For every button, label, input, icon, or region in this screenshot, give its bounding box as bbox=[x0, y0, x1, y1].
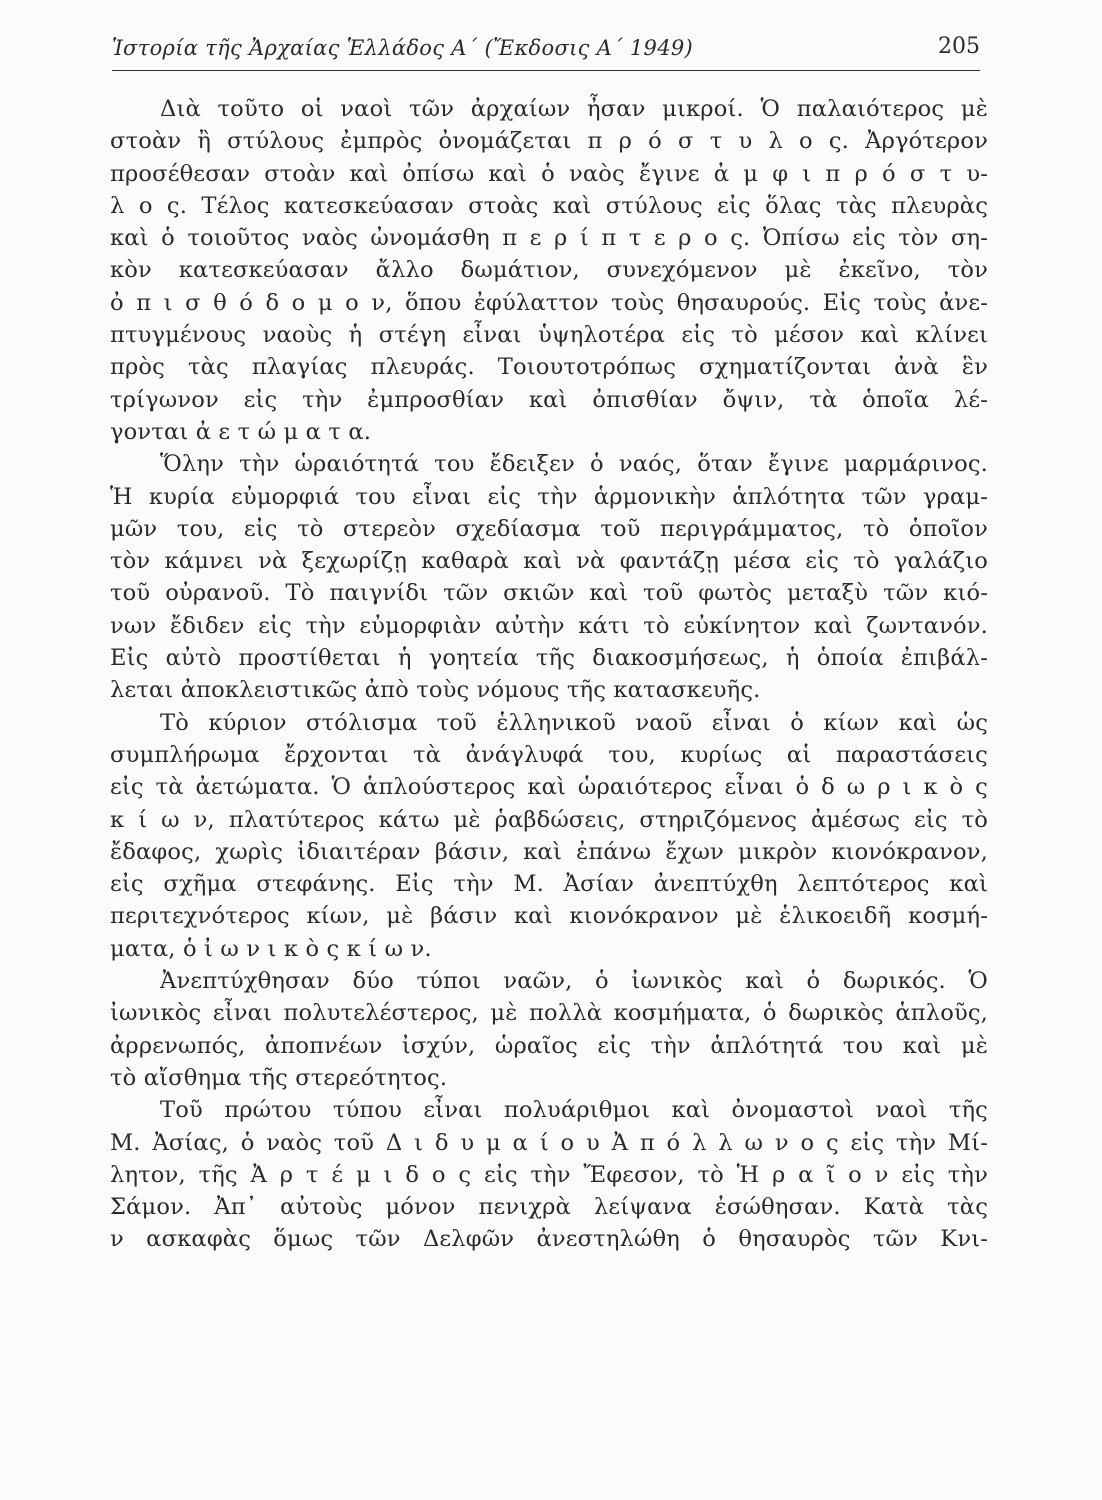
text-line: ἔδαφος, χωρὶς ἰδιαιτέραν βάσιν, καὶ ἐπάνω ἔχων μικρὸν κιονόκρανον, bbox=[110, 838, 988, 865]
text-line: Εἰς αὐτὸ προστίθεται ἡ γοητεία τῆς διακοσμήσεως, ἡ ὁποία ἐπιβάλ- bbox=[110, 645, 988, 672]
text-line: λητον, τῆς Ἀ ρ τ έ μ ι δ ο ς εἰς τὴν Ἔφεσον, τὸ Ἡ ρ α ῖ ο ν εἰς τὴν bbox=[110, 1161, 988, 1188]
header-title: Ἱστορία τῆς Ἀρχαίας Ἑλλάδος Α΄ (Ἔκδοσις Α΄ 1949) bbox=[112, 36, 694, 60]
text-line: Τοῦ πρώτου τύπου εἶναι πολυάριθμοι καὶ ὀνομαστοὶ ναοὶ τῆς bbox=[160, 1097, 988, 1124]
text-line: νων ἔδιδεν εἰς τὴν εὐμορφιὰν αὐτὴν κάτι τὸ εὐκίνητον καὶ ζωντανόν. bbox=[110, 612, 988, 639]
text-line: πτυγμένους ναοὺς ἡ στέγη εἶναι ὑψηλοτέρα εἰς τὸ μέσον καὶ κλίνει bbox=[110, 322, 988, 349]
text-line: Σάμον. Ἀπ᾽ αὐτοὺς μόνον πενιχρὰ λείψανα ἐσώθησαν. Κατὰ τὰς bbox=[110, 1194, 988, 1221]
text-line: ὀ π ι σ θ ό δ ο μ ο ν, ὅπου ἐφύλαττον τοὺς θησαυρούς. Εἰς τοὺς ἀνε- bbox=[110, 289, 988, 316]
text-line: κ ί ω ν, πλατύτερος κάτω μὲ ῥαβδώσεις, στηριζόμενος ἀμέσως εἰς τὸ bbox=[110, 806, 988, 833]
text-line: λεται ἀποκλειστικῶς ἀπὸ τοὺς νόμους τῆς κατασκευῆς. bbox=[110, 677, 761, 704]
text-line: τὸ αἴσθημα τῆς στερεότητος. bbox=[110, 1064, 448, 1091]
text-line: Τὸ κύριον στόλισμα τοῦ ἑλληνικοῦ ναοῦ εἶναι ὁ κίων καὶ ὡς bbox=[160, 709, 988, 736]
text-line: κὸν κατεσκεύασαν ἄλλο δωμάτιον, συνεχόμενον μὲ ἐκεῖνο, τὸν bbox=[110, 257, 988, 284]
text-line: μῶν του, εἰς τὸ στερεὸν σχεδίασμα τοῦ περιγράμματος, τὸ ὁποῖον bbox=[110, 515, 988, 542]
text-line: Ὅλην τὴν ὡραιότητά του ἔδειξεν ὁ ναός, ὅταν ἔγινε μαρμάρινος. bbox=[160, 451, 988, 478]
text-line: πρὸς τὰς πλαγίας πλευράς. Τοιουτοτρόπως σχηματίζονται ἀνὰ ἓν bbox=[110, 354, 988, 381]
text-line: ν ασκαφὰς ὅμως τῶν Δελφῶν ἀνεστηλώθη ὁ θησαυρὸς τῶν Κνι- bbox=[110, 1226, 988, 1253]
text-line: γονται ἀ ε τ ώ μ α τ α. bbox=[110, 418, 372, 445]
text-line: εἰς τὰ ἀετώματα. Ὁ ἁπλούστερος καὶ ὡραιότερος εἶναι ὁ δ ω ρ ι κ ὸ ς bbox=[110, 774, 988, 801]
text-line: ἀρρενωπός, ἀποπνέων ἰσχύν, ὡραῖος εἰς τὴν ἁπλότητά του καὶ μὲ bbox=[110, 1032, 988, 1059]
text-line: προσέθεσαν στοὰν καὶ ὀπίσω καὶ ὁ ναὸς ἔγινε ἀ μ φ ι π ρ ό σ τ υ- bbox=[110, 160, 988, 187]
paragraph-1 bbox=[110, 93, 988, 448]
page-number: 205 bbox=[938, 34, 980, 59]
text-line: Ἀνεπτύχθησαν δύο τύποι ναῶν, ὁ ἰωνικὸς καὶ ὁ δωρικός. Ὁ bbox=[160, 968, 988, 995]
paragraph-4 bbox=[110, 965, 988, 1094]
text-line: Μ. Ἀσίας, ὁ ναὸς τοῦ Δ ι δ υ μ α ί ο υ Ἀ π ό λ λ ω ν ο ς εἰς τὴν Μί- bbox=[110, 1129, 988, 1156]
text-line: στοὰν ἢ στύλους ἐμπρὸς ὀνομάζεται π ρ ό σ τ υ λ ο ς. Ἀργότερον bbox=[110, 128, 988, 155]
text-line: τοῦ οὐρανοῦ. Τὸ παιγνίδι τῶν σκιῶν καὶ τοῦ φωτὸς μεταξὺ τῶν κιό- bbox=[110, 580, 988, 607]
running-header bbox=[112, 36, 980, 71]
text-line: τὸν κάμνει νὰ ξεχωρίζῃ καθαρὰ καὶ νὰ φαντάζῃ μέσα εἰς τὸ γαλάζιο bbox=[110, 548, 988, 575]
text-line: τρίγωνον εἰς τὴν ἐμπροσθίαν καὶ ὀπισθίαν ὄψιν, τὰ ὁποῖα λέ- bbox=[110, 386, 988, 413]
paragraph-3 bbox=[110, 707, 988, 965]
body-text bbox=[110, 93, 988, 1256]
text-line: καὶ ὁ τοιοῦτος ναὸς ὠνομάσθη π ε ρ ί π τ ε ρ ο ς. Ὀπίσω εἰς τὸν ση- bbox=[110, 225, 988, 252]
text-line: ματα, ὁ ἰ ω ν ι κ ὸ ς κ ί ω ν. bbox=[110, 935, 432, 962]
text-line: Ἡ κυρία εὐμορφιά του εἶναι εἰς τὴν ἁρμονικὴν ἁπλότητα τῶν γραμ- bbox=[110, 483, 988, 510]
paragraph-5 bbox=[110, 1094, 988, 1255]
text-line: συμπλήρωμα ἔρχονται τὰ ἀνάγλυφά του, κυρίως αἱ παραστάσεις bbox=[110, 741, 988, 768]
paragraph-2 bbox=[110, 448, 988, 706]
text-line: εἰς σχῆμα στεφάνης. Εἰς τὴν Μ. Ἀσίαν ἀνεπτύχθη λεπτότερος καὶ bbox=[110, 871, 988, 898]
text-line: περιτεχνότερος κίων, μὲ βάσιν καὶ κιονόκρανον μὲ ἑλικοειδῆ κοσμή- bbox=[110, 903, 988, 930]
text-line: ἰωνικὸς εἶναι πολυτελέστερος, μὲ πολλὰ κοσμήματα, ὁ δωρικὸς ἁπλοῦς, bbox=[110, 1000, 988, 1027]
text-line: Διὰ τοῦτο οἱ ναοὶ τῶν ἀρχαίων ἦσαν μικροί. Ὁ παλαιότερος μὲ bbox=[160, 96, 988, 122]
text-line: λ ο ς. Τέλος κατεσκεύασαν στοὰς καὶ στύλους εἰς ὅλας τὰς πλευρὰς bbox=[110, 192, 988, 219]
